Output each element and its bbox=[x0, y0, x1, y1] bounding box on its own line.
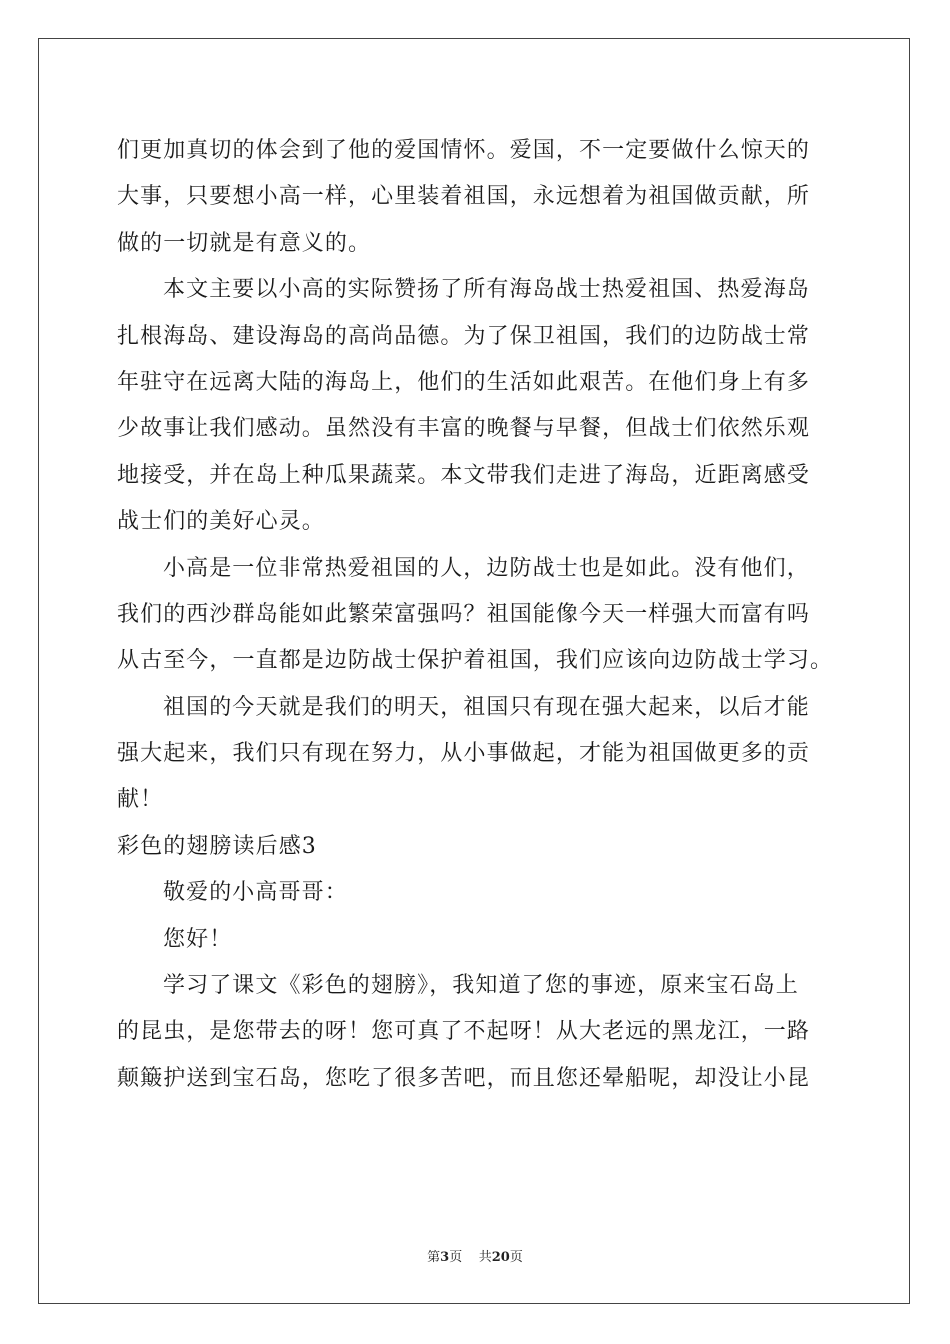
letter-salutation: 敬爱的小高哥哥： bbox=[163, 880, 348, 906]
text-line: 大事，只要想小高一样，心里装着祖国，永远想着为祖国做贡献，所 bbox=[117, 184, 811, 210]
text-line: 从古至今，一直都是边防战士保护着祖国，我们应该向边防战士学习。 bbox=[117, 648, 834, 674]
text-line: 的昆虫，是您带去的呀！您可真了不起呀！从大老远的黑龙江，一路 bbox=[117, 1019, 811, 1045]
page-suffix: 页 bbox=[449, 1250, 463, 1265]
text-line: 献！ bbox=[117, 787, 164, 813]
page-footer bbox=[0, 1246, 950, 1265]
total-pages: 20 bbox=[491, 1250, 510, 1265]
text-line: 少故事让我们感动。虽然没有丰富的晚餐与早餐，但战士们依然乐观 bbox=[117, 416, 811, 442]
text-line: 颠簸护送到宝石岛，您吃了很多苦吧，而且您还晕船呢，却没让小昆 bbox=[117, 1065, 811, 1091]
text-line: 们更加真切的体会到了他的爱国情怀。爱国，不一定要做什么惊天的 bbox=[117, 138, 811, 163]
document-body bbox=[117, 128, 837, 1102]
letter-greeting: 您好！ bbox=[163, 926, 233, 952]
paragraph-start-line: 祖国的今天就是我们的明天，祖国只有现在强大起来，以后才能 bbox=[163, 694, 810, 720]
text-line: 做的一切就是有意义的。 bbox=[117, 230, 372, 256]
text-line: 战士们的美好心灵。 bbox=[117, 509, 325, 535]
paragraph-start-line: 本文主要以小高的实际赞扬了所有海岛战士热爱祖国、热爱海岛 bbox=[163, 277, 810, 303]
total-prefix: 共 bbox=[478, 1250, 492, 1265]
total-suffix: 页 bbox=[509, 1250, 523, 1265]
paragraph-start-line: 学习了课文《彩色的翅膀》，我知道了您的事迹，原来宝石岛上 bbox=[163, 973, 799, 999]
text-line: 强大起来，我们只有现在努力，从小事做起，才能为祖国做更多的贡 bbox=[117, 741, 811, 767]
text-line: 扎根海岛、建设海岛的高尚品德。为了保卫祖国，我们的边防战士常 bbox=[117, 323, 811, 349]
page-prefix: 第 bbox=[427, 1250, 441, 1265]
text-line: 年驻守在远离大陆的海岛上，他们的生活如此艰苦。在他们身上有多 bbox=[117, 369, 811, 395]
text-line: 地接受，并在岛上种瓜果蔬菜。本文带我们走进了海岛，近距离感受 bbox=[117, 462, 811, 488]
page-number: 3 bbox=[440, 1250, 450, 1265]
text-line: 我们的西沙群岛能如此繁荣富强吗？祖国能像今天一样强大而富有吗 bbox=[117, 601, 811, 627]
paragraph-start-line: 小高是一位非常热爱祖国的人，边防战士也是如此。没有他们， bbox=[163, 555, 810, 581]
section-heading: 彩色的翅膀读后感3 bbox=[117, 833, 317, 859]
